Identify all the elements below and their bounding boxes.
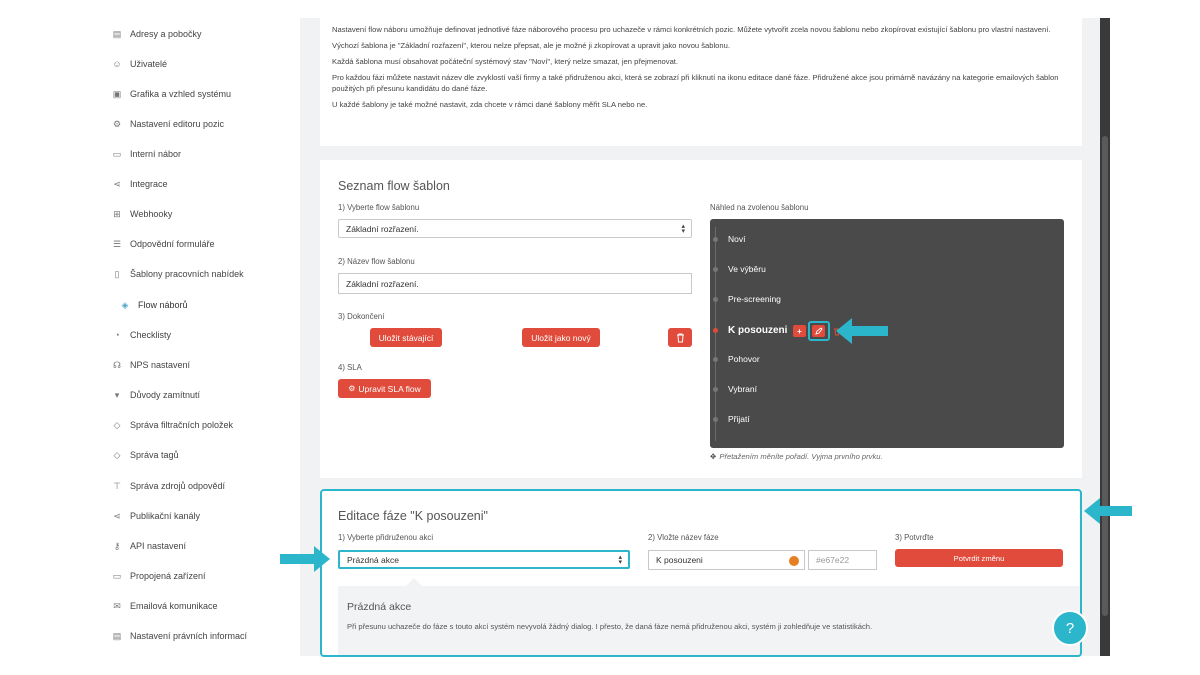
thumbs-down-icon: ▾ [114, 389, 120, 400]
sidebar-item-legal[interactable]: ▤ Nastavení právních informací [112, 630, 248, 641]
sidebar-item-checklists[interactable]: ◔ Checklisty [112, 327, 171, 343]
intro-paragraph: Výchozí šablona je "Základní rozřazení", kterou nelze přepsat, ale je možné ji zkopírovat a upravit jako novou šablonu. [332, 41, 730, 50]
desc-pointer [406, 578, 422, 586]
share-icon: ⋖ [113, 510, 121, 521]
sidebar-item-tags[interactable]: ◇ Správa tagů [113, 449, 179, 460]
action-select[interactable]: Prázdná akce ▴ ▾ [338, 550, 630, 569]
signpost-icon: ⊤ [113, 480, 121, 491]
sitemap-icon: ⊞ [113, 208, 121, 219]
confirm-change-button[interactable]: Potvrdit změnu [895, 549, 1063, 567]
pencil-icon [815, 327, 823, 335]
sidebar-item-job-templates[interactable]: ▯ Šablony pracovních nabídek [112, 266, 244, 282]
arrow-left-icon [836, 318, 888, 344]
color-swatch[interactable] [789, 556, 799, 566]
sidebar-item-publishing-channels[interactable]: ⋖ Publikační kanály [113, 510, 201, 521]
app-frame [90, 18, 1110, 656]
sidebar-item-nps[interactable]: ☊ NPS nastavení [113, 359, 191, 370]
sidebar-item-response-forms[interactable]: ☰ Odpovědní formuláře [112, 238, 215, 249]
check-circle-icon: ◔ [114, 330, 120, 340]
users-icon: ☺ [112, 59, 122, 69]
book-icon: ▤ [112, 630, 122, 641]
confirm-label: 3) Potvrďte [895, 533, 934, 542]
share-icon: ⋖ [113, 178, 121, 189]
sidebar-item-internal-recruitment[interactable]: ▭ Interní nábor [112, 148, 182, 159]
flow-templates-card [320, 160, 1082, 478]
headset-icon: ☊ [113, 359, 121, 370]
stage-dot [713, 357, 718, 362]
devices-icon: ▭ [112, 570, 122, 581]
settings-sidebar [90, 18, 300, 656]
tag-icon: ◇ [113, 449, 121, 460]
sidebar-item-email[interactable]: ✉ Emailová komunikace [113, 600, 218, 611]
edit-stage-button[interactable] [812, 325, 825, 337]
intro-card [320, 18, 1082, 146]
address-card-icon: ▤ [112, 28, 122, 39]
scrollbar-thumb[interactable] [1102, 136, 1108, 616]
sidebar-item-addresses[interactable]: ▤ Adresy a pobočky [112, 28, 202, 39]
help-icon: ? [1065, 619, 1075, 637]
template-select[interactable]: Základní rozřazení. ▴ ▾ [338, 219, 692, 238]
stage-dot [713, 328, 718, 333]
sidebar-item-integrations[interactable]: ⋖ Integrace [113, 178, 168, 189]
template-name-label: 2) Název flow šablonu [338, 257, 415, 266]
list-icon: ☰ [112, 238, 122, 249]
edit-sla-button[interactable]: ⚙ Upravit SLA flow [338, 379, 431, 398]
intro-paragraph: U každé šablony je také možné nastavit, zda chcete v rámci dané šablony měřit SLA nebo ne. [332, 100, 648, 109]
template-preview: Noví Ve výběru Pre-screening K posouzeni + Pohovor Vybraní Přijatí [710, 219, 1064, 448]
timeline-line [715, 227, 716, 441]
arrow-right-icon [280, 546, 330, 572]
edit-title: Editace fáze "K posouzeni" [338, 509, 488, 523]
sidebar-item-recruitment-flow[interactable]: ◈ Flow náborů [121, 299, 188, 310]
sidebar-item-position-editor[interactable]: ⚙ Nastavení editoru pozic [112, 118, 225, 129]
color-hex-input[interactable]: #e67e22 [808, 550, 877, 570]
sidebar-item-connected-devices[interactable]: ▭ Propojená zařízení [112, 570, 206, 581]
save-current-button[interactable]: Uložit stávající [370, 328, 442, 347]
cogs-icon: ⚙ [348, 384, 356, 393]
stage-dot [713, 387, 718, 392]
key-icon: ⚷ [113, 540, 121, 551]
sidebar-item-webhooks[interactable]: ⊞ Webhooky [113, 208, 173, 219]
templates-title: Seznam flow šablon [338, 179, 450, 193]
stage-dot [713, 297, 718, 302]
delete-template-button[interactable] [668, 328, 692, 347]
edit-stage-card [320, 489, 1082, 656]
intro-paragraph: Pro každou fázi můžete nastavit název dle zvyklostí vaší firmy a také přidruženou akci, která se zobrazí při kliknutí na ikonu editace dané fáze. Přidružené akce jsou primárně navázány na kategorie emailových šablon použitých při přesunu kandidátu do dané fáze. [332, 73, 1059, 93]
sidebar-item-rejection-reasons[interactable]: ▾ Důvody zamítnutí [112, 387, 200, 403]
trash-icon [676, 333, 685, 343]
image-icon: ▣ [112, 88, 122, 99]
stage-dot [713, 417, 718, 422]
action-label: 1) Vyberte přidruženou akci [338, 533, 434, 542]
preview-label: Náhled na zvolenou šablonu [710, 203, 809, 212]
completion-label: 3) Dokončení [338, 312, 385, 321]
select-arrows-icon: ▴ ▾ [681, 222, 685, 235]
envelope-icon: ✉ [113, 600, 121, 611]
add-stage-button[interactable] [793, 325, 806, 337]
help-button[interactable] [1052, 610, 1088, 646]
stage-dot [713, 267, 718, 272]
stage-name-input[interactable]: K posouzeni [648, 550, 805, 570]
select-arrows-icon: ▴ ▾ [618, 553, 622, 566]
template-name-input[interactable]: Základní rozřazení. [338, 273, 692, 294]
sidebar-item-users[interactable]: ☺ Uživatelé [112, 59, 168, 69]
layers-icon: ◈ [121, 299, 129, 310]
stage-dot [713, 237, 718, 242]
select-template-label: 1) Vyberte flow šablonu [338, 203, 420, 212]
cogs-icon: ⚙ [112, 118, 122, 129]
save-as-new-button[interactable]: Uložit jako nový [522, 328, 600, 347]
sidebar-item-response-sources[interactable]: ⊤ Správa zdrojů odpovědí [113, 480, 226, 491]
drag-hint: ✥ Přetažením měníte pořadí. Vyjma prvního prvku. [710, 452, 883, 461]
intro-paragraph: Nastavení flow náboru umožňuje definovat jednotlivé fáze náborového procesu pro uchazeče v rámci konkrétních pozic. Můžete vytvořit zcela novou šablonu nebo zkopírovat existující šablonu pro vlastní nastavení. [332, 25, 1051, 34]
page-scrollbar[interactable] [1100, 18, 1110, 656]
id-card-icon: ▭ [112, 148, 122, 159]
file-icon: ▯ [114, 268, 120, 279]
tag-icon: ◇ [113, 419, 121, 430]
intro-paragraph: Každá šablona musí obsahovat počáteční systémový stav "Noví", který nelze smazat, jen přejmenovat. [332, 57, 679, 66]
sla-label: 4) SLA [338, 363, 362, 372]
desc-title: Prázdná akce [347, 601, 412, 613]
action-description [338, 586, 1082, 656]
desc-text: Při přesunu uchazeče do fáze s touto akcí systém nevyvolá žádný dialog. I přesto, že daná fáze nemá přidruženou akci, systém ji zohledňuje ve statistikách. [347, 622, 873, 631]
stage-name-label: 2) Vložte název fáze [648, 533, 719, 542]
sidebar-item-graphics[interactable]: ▣ Grafika a vzhled systému [112, 88, 232, 99]
sidebar-item-api[interactable]: ⚷ API nastavení [113, 540, 187, 551]
sidebar-item-filter-items[interactable]: ◇ Správa filtračních položek [113, 419, 234, 430]
arrow-left-icon [1084, 498, 1132, 524]
move-icon: ✥ [710, 452, 717, 461]
plus-icon: + [797, 326, 802, 336]
